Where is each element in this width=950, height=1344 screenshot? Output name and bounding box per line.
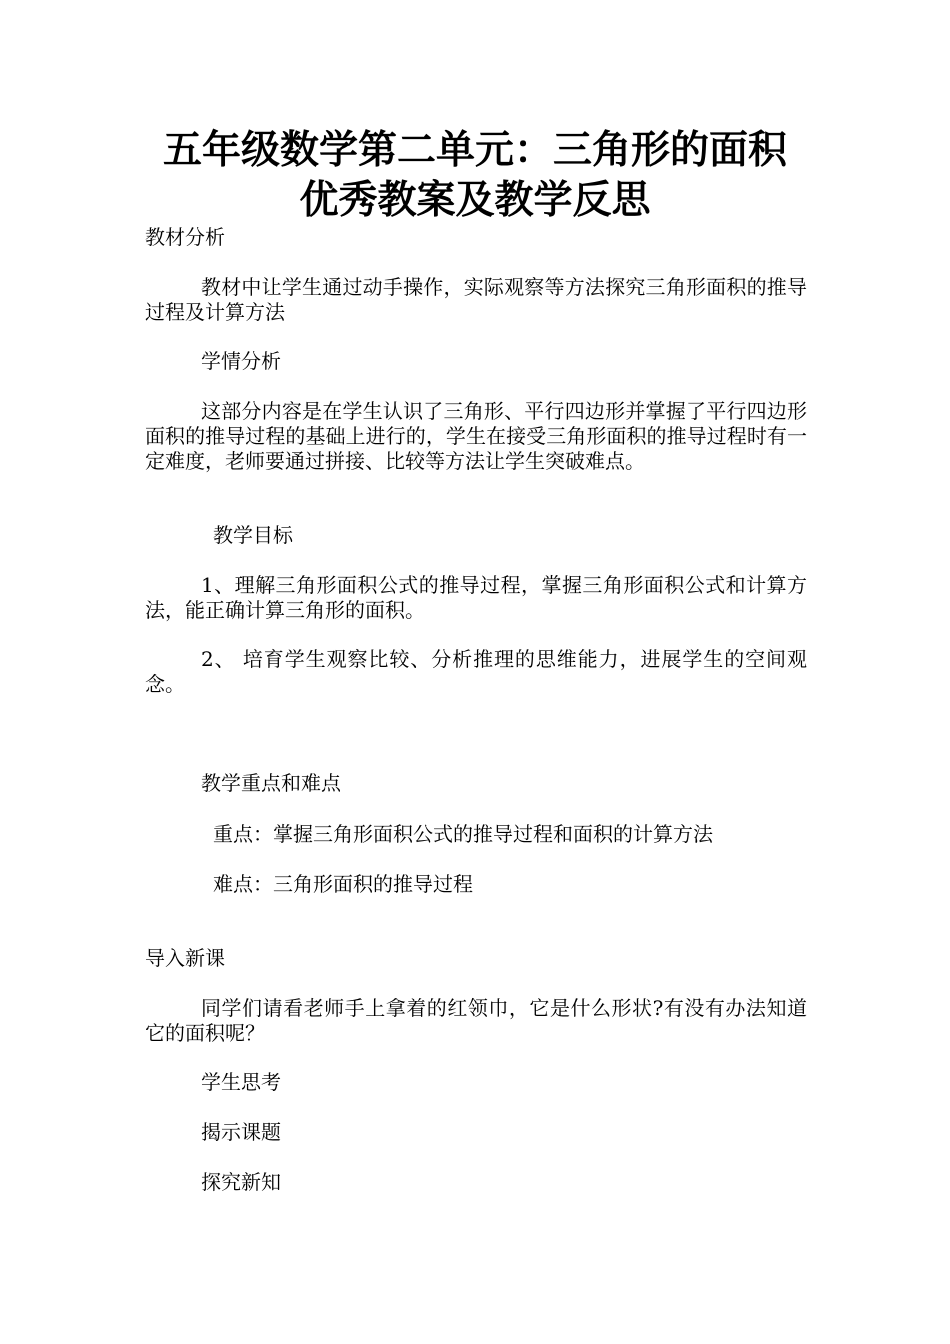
heading-student-analysis: 学情分析: [201, 349, 281, 373]
heading-material-analysis: 教材分析: [145, 225, 225, 249]
document-title: 五年级数学第二单元：三角形的面积优秀教案及教学反思: [162, 127, 787, 223]
paragraph-student-analysis: 这部分内容是在学生认识了三角形、平行四边形并掌握了平行四边形面积的推导过程的基础上进行的，学生在接受三角形面积的推导过程时有一定难度，老师要通过拼接、比较等方法让学生突破难点。: [145, 399, 807, 473]
paragraph-material-analysis: 教材中让学生通过动手操作，实际观察等方法探究三角形面积的推导过程及计算方法: [145, 275, 807, 324]
goal-item-2: 2、 培育学生观察比较、分析推理的思维能力，进展学生的空间观念。: [145, 647, 807, 696]
key-point-text: 重点：掌握三角形面积公式的推导过程和面积的计算方法: [213, 822, 713, 846]
heading-teaching-goals: 教学目标: [213, 523, 293, 547]
heading-introduction: 导入新课: [145, 946, 225, 970]
difficulty-text: 难点：三角形面积的推导过程: [213, 872, 473, 896]
heading-key-points: 教学重点和难点: [201, 771, 341, 795]
goal-item-1: 1、理解三角形面积公式的推导过程，掌握三角形面积公式和计算方法，能正确计算三角形的面积。: [145, 573, 807, 622]
step-student-thinking: 学生思考: [201, 1070, 281, 1094]
paragraph-introduction: 同学们请看老师手上拿着的红领巾，它是什么形状?有没有办法知道它的面积呢？: [145, 996, 807, 1045]
step-reveal-topic: 揭示课题: [201, 1120, 281, 1144]
step-explore-new-knowledge: 探究新知: [201, 1170, 281, 1194]
